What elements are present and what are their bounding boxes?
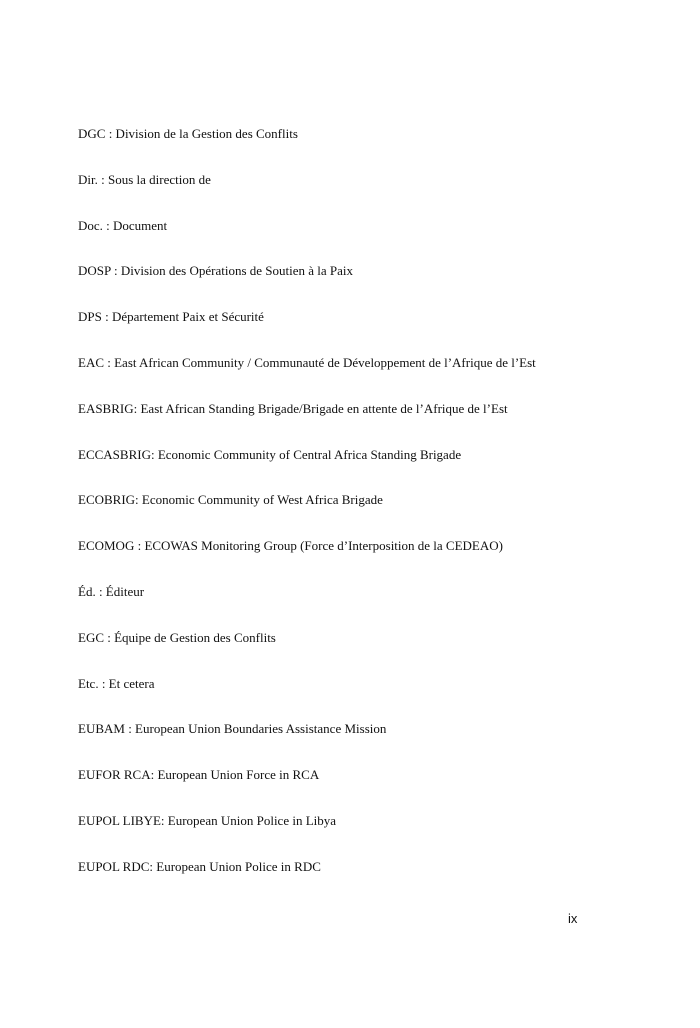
abbreviation-entry: DPS : Département Paix et Sécurité — [78, 309, 264, 325]
abbreviation-entry: EUPOL RDC: European Union Police in RDC — [78, 858, 321, 874]
abbreviation-entry: Etc. : Et cetera — [78, 675, 155, 691]
abbreviation-entry: EUBAM : European Union Boundaries Assistance Mission — [78, 721, 387, 737]
page-number: ix — [568, 911, 578, 926]
abbreviation-entry: EUFOR RCA: European Union Force in RCA — [78, 767, 320, 783]
abbreviation-entry: Doc. : Document — [78, 217, 168, 233]
abbreviation-entry: DOSP : Division des Opérations de Soutien à la Paix — [78, 263, 354, 279]
abbreviation-entry: Dir. : Sous la direction de — [78, 171, 211, 187]
abbreviation-entry: DGC : Division de la Gestion des Conflits — [78, 126, 298, 141]
abbreviation-list — [78, 120, 638, 899]
abbreviation-entry: ECOMOG : ECOWAS Monitoring Group (Force d’Interposition de la CEDEAO) — [78, 538, 503, 554]
abbreviation-entry: ECOBRIG: Economic Community of West Africa Brigade — [78, 492, 383, 508]
abbreviation-entry: EASBRIG: East African Standing Brigade/Brigade en attente de l’Afrique de l’Est — [78, 400, 508, 416]
abbreviation-entry: Éd. : Éditeur — [78, 583, 145, 599]
abbreviation-entry: ECCASBRIG: Economic Community of Central Africa Standing Brigade — [78, 446, 462, 462]
abbreviation-entry: EAC : East African Community / Communauté de Développement de l’Afrique de l’Est — [78, 354, 536, 370]
abbreviation-entry: EUPOL LIBYE: European Union Police in Libya — [78, 812, 337, 828]
abbreviation-entry: EGC : Équipe de Gestion des Conflits — [78, 629, 276, 645]
